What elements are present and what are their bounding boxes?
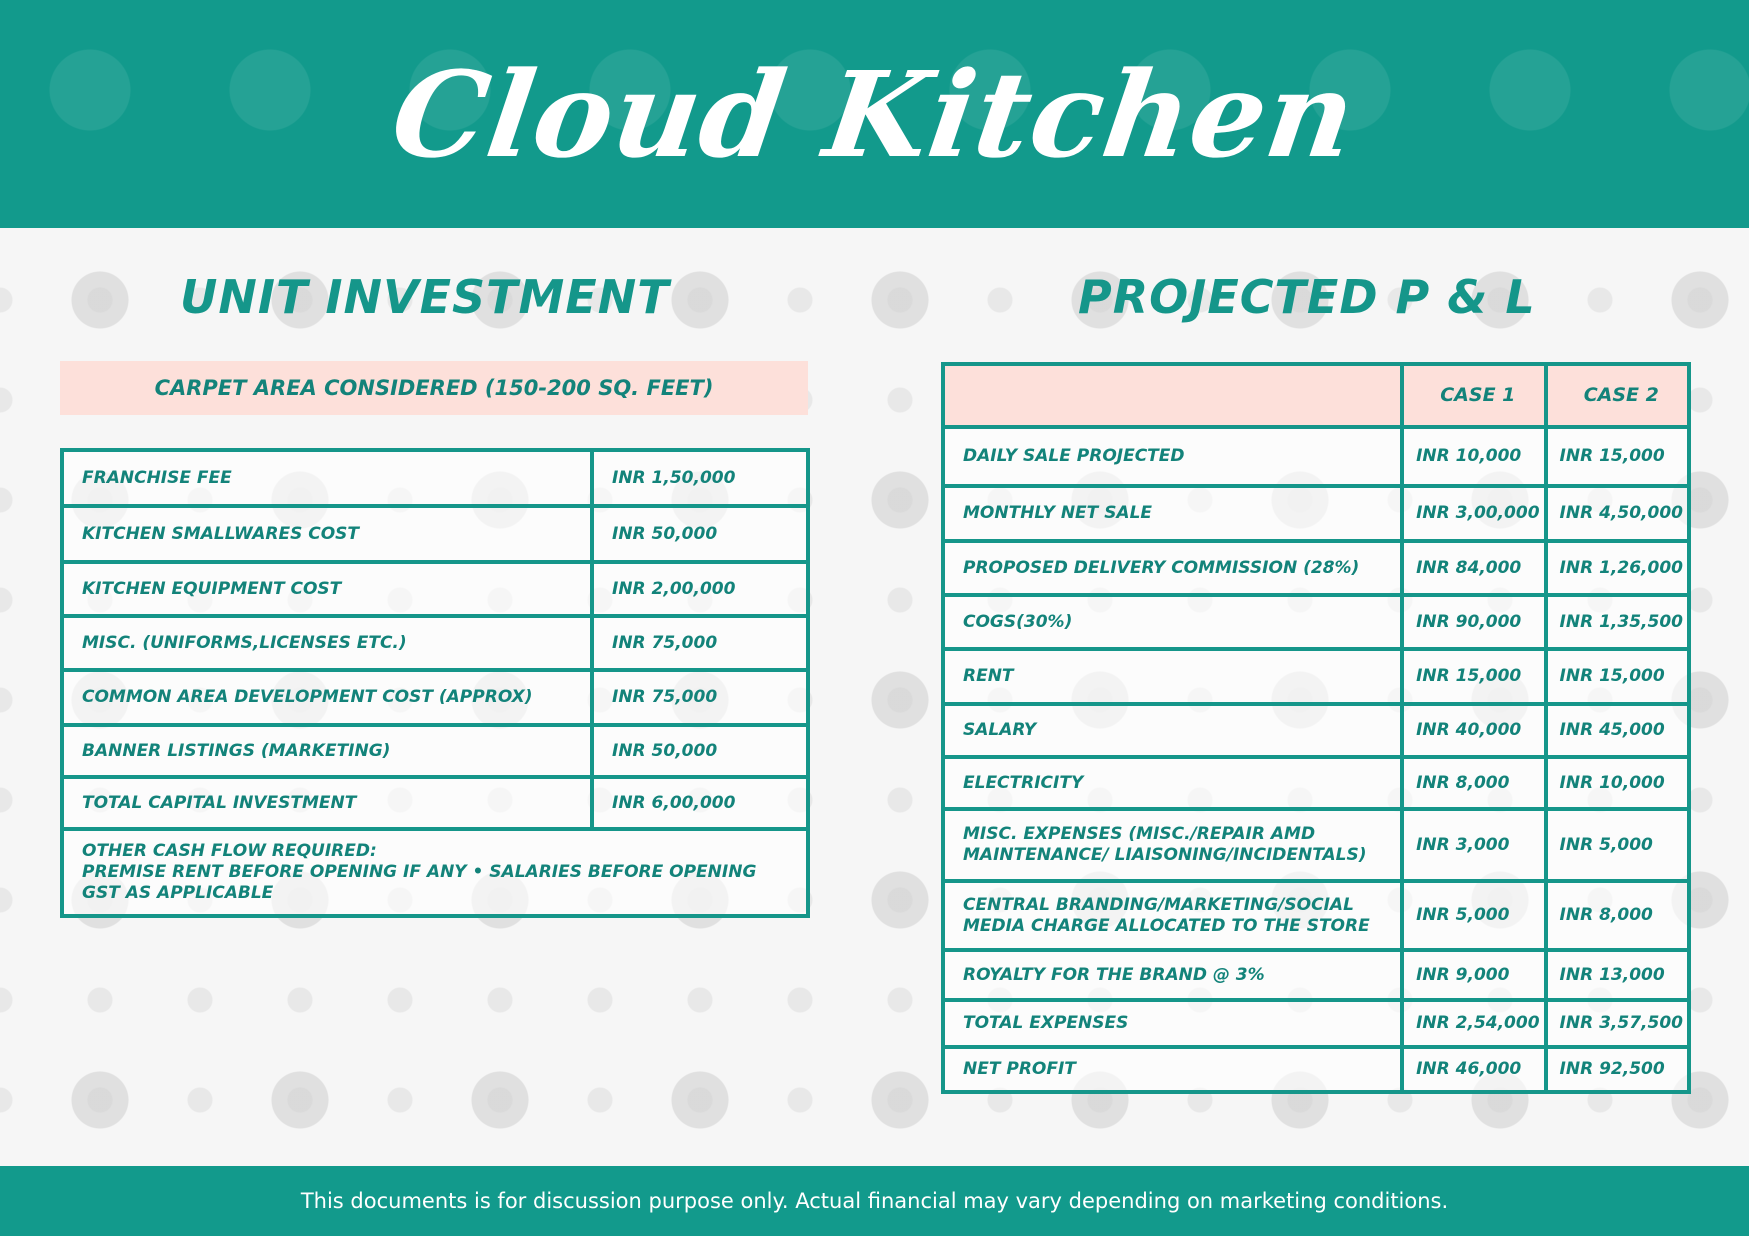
column-header-case-2: CASE 2 bbox=[1546, 364, 1689, 427]
row-label: PROPOSED DELIVERY COMMISSION (28%) bbox=[943, 541, 1402, 595]
row-label: ELECTRICITY bbox=[943, 757, 1402, 809]
column-header-case-1: CASE 1 bbox=[1402, 364, 1545, 427]
note-line: GST AS APPLICABLE bbox=[82, 883, 274, 903]
case-1-value: INR 3,000 bbox=[1402, 809, 1545, 881]
column-header bbox=[943, 364, 1402, 427]
table-row bbox=[943, 1047, 1689, 1092]
row-label: SALARY bbox=[943, 704, 1402, 757]
row-label: TOTAL CAPITAL INVESTMENT bbox=[62, 777, 592, 829]
row-label: KITCHEN EQUIPMENT COST bbox=[62, 562, 592, 616]
table-row bbox=[943, 950, 1689, 1000]
row-label: BANNER LISTINGS (MARKETING) bbox=[62, 725, 592, 777]
page-title: Cloud Kitchen bbox=[384, 44, 1365, 184]
row-value: INR 75,000 bbox=[592, 616, 808, 670]
row-label: ROYALTY FOR THE BRAND @ 3% bbox=[943, 950, 1402, 1000]
row-label: MONTHLY NET SALE bbox=[943, 486, 1402, 541]
table-header-row bbox=[943, 364, 1689, 427]
table-row bbox=[943, 757, 1689, 809]
case-1-value: INR 46,000 bbox=[1402, 1047, 1545, 1092]
table-row bbox=[943, 649, 1689, 704]
row-label-line: MEDIA CHARGE ALLOCATED TO THE STORE bbox=[963, 915, 1370, 936]
note-row bbox=[62, 829, 808, 916]
row-value: INR 1,50,000 bbox=[592, 450, 808, 506]
case-2-value: INR 1,35,500 bbox=[1546, 595, 1689, 649]
row-label: FRANCHISE FEE bbox=[62, 450, 592, 506]
case-1-value: INR 15,000 bbox=[1402, 649, 1545, 704]
table-row bbox=[62, 777, 808, 829]
row-label: DAILY SALE PROJECTED bbox=[943, 427, 1402, 486]
row-value: INR 2,00,000 bbox=[592, 562, 808, 616]
table-row bbox=[943, 541, 1689, 595]
case-2-value: INR 4,50,000 bbox=[1546, 486, 1689, 541]
case-2-value: INR 10,000 bbox=[1546, 757, 1689, 809]
row-label: COMMON AREA DEVELOPMENT COST (APPROX) bbox=[62, 670, 592, 725]
case-1-value: INR 40,000 bbox=[1402, 704, 1545, 757]
unit-investment-heading: UNIT INVESTMENT bbox=[180, 270, 670, 324]
case-2-value: INR 92,500 bbox=[1546, 1047, 1689, 1092]
case-1-value: INR 8,000 bbox=[1402, 757, 1545, 809]
table-row bbox=[943, 881, 1689, 950]
row-label bbox=[943, 809, 1402, 881]
row-label: TOTAL EXPENSES bbox=[943, 1000, 1402, 1047]
row-value: INR 50,000 bbox=[592, 506, 808, 562]
case-1-value: INR 9,000 bbox=[1402, 950, 1545, 1000]
row-value: INR 6,00,000 bbox=[592, 777, 808, 829]
table-row bbox=[62, 670, 808, 725]
case-1-value: INR 90,000 bbox=[1402, 595, 1545, 649]
table-row bbox=[62, 506, 808, 562]
case-2-value: INR 15,000 bbox=[1546, 427, 1689, 486]
row-label: NET PROFIT bbox=[943, 1047, 1402, 1092]
investment-table bbox=[60, 448, 810, 918]
table-row bbox=[943, 809, 1689, 881]
row-label bbox=[943, 881, 1402, 950]
case-2-value: INR 15,000 bbox=[1546, 649, 1689, 704]
note-line: PREMISE RENT BEFORE OPENING IF ANY • SALARIES BEFORE OPENING bbox=[82, 862, 757, 882]
case-1-value: INR 5,000 bbox=[1402, 881, 1545, 950]
table-row bbox=[943, 595, 1689, 649]
row-label-line: MAINTENANCE/ LIAISONING/INCIDENTALS) bbox=[963, 845, 1367, 865]
table-row bbox=[943, 1000, 1689, 1047]
case-2-value: INR 45,000 bbox=[1546, 704, 1689, 757]
footer-disclaimer: This documents is for discussion purpose only. Actual financial may vary depending on marketing conditions. bbox=[0, 1166, 1749, 1236]
table-row bbox=[62, 562, 808, 616]
case-2-value: INR 5,000 bbox=[1546, 809, 1689, 881]
cash-flow-note bbox=[62, 829, 808, 916]
projected-pl-heading: PROJECTED P & L bbox=[1078, 270, 1536, 324]
carpet-area-banner: CARPET AREA CONSIDERED (150-200 SQ. FEET) bbox=[60, 361, 808, 415]
row-value: INR 50,000 bbox=[592, 725, 808, 777]
case-2-value: INR 8,000 bbox=[1546, 881, 1689, 950]
case-1-value: INR 10,000 bbox=[1402, 427, 1545, 486]
row-label-line: MISC. EXPENSES (MISC./REPAIR AMD bbox=[963, 824, 1316, 844]
row-value: INR 75,000 bbox=[592, 670, 808, 725]
pl-table bbox=[941, 362, 1691, 1094]
table-row bbox=[943, 427, 1689, 486]
case-2-value: INR 13,000 bbox=[1546, 950, 1689, 1000]
case-1-value: INR 84,000 bbox=[1402, 541, 1545, 595]
table-row bbox=[62, 616, 808, 670]
row-label: COGS(30%) bbox=[943, 595, 1402, 649]
table-row bbox=[62, 725, 808, 777]
table-row bbox=[943, 486, 1689, 541]
table-row bbox=[62, 450, 808, 506]
row-label: RENT bbox=[943, 649, 1402, 704]
case-2-value: INR 1,26,000 bbox=[1546, 541, 1689, 595]
table-row bbox=[943, 704, 1689, 757]
case-1-value: INR 2,54,000 bbox=[1402, 1000, 1545, 1047]
row-label: KITCHEN SMALLWARES COST bbox=[62, 506, 592, 562]
row-label: MISC. (UNIFORMS,LICENSES ETC.) bbox=[62, 616, 592, 670]
case-1-value: INR 3,00,000 bbox=[1402, 486, 1545, 541]
row-label-line: CENTRAL BRANDING/MARKETING/SOCIAL bbox=[963, 894, 1354, 915]
case-2-value: INR 3,57,500 bbox=[1546, 1000, 1689, 1047]
header-banner bbox=[0, 0, 1749, 228]
note-line: OTHER CASH FLOW REQUIRED: bbox=[82, 841, 377, 861]
